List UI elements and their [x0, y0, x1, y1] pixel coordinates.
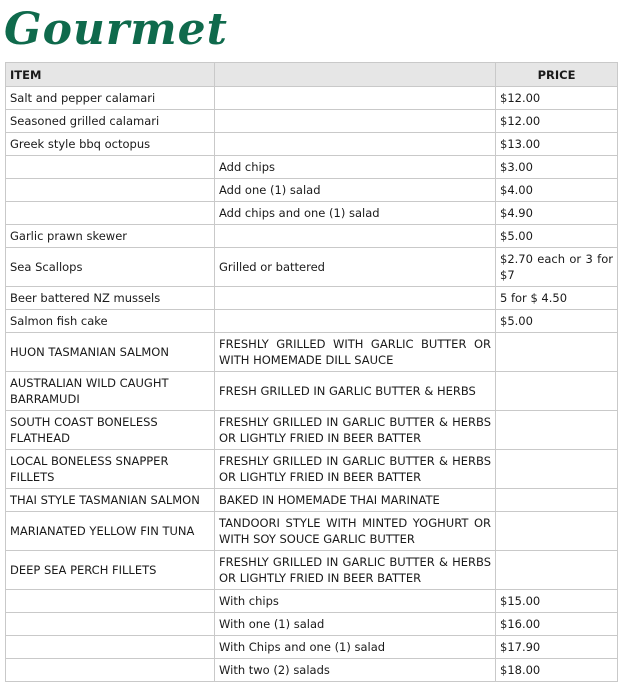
- price-cell: $2.70 each or 3 for $7: [496, 248, 618, 287]
- description-cell: Grilled or battered: [215, 248, 496, 287]
- table-row: [6, 156, 618, 179]
- table-row: [6, 179, 618, 202]
- item-cell: [6, 590, 215, 613]
- item-cell: DEEP SEA PERCH FILLETS: [6, 551, 215, 590]
- table-row: [6, 613, 618, 636]
- table-row: [6, 248, 618, 287]
- table-row: [6, 202, 618, 225]
- item-cell: [6, 156, 215, 179]
- item-cell: Beer battered NZ mussels: [6, 287, 215, 310]
- table-header-row: [6, 63, 618, 87]
- description-cell: Add chips and one (1) salad: [215, 202, 496, 225]
- price-cell: $12.00: [496, 87, 618, 110]
- item-cell: Sea Scallops: [6, 248, 215, 287]
- item-cell: THAI STYLE TASMANIAN SALMON: [6, 489, 215, 512]
- table-row: [6, 287, 618, 310]
- item-cell: Garlic prawn skewer: [6, 225, 215, 248]
- item-cell: Seasoned grilled calamari: [6, 110, 215, 133]
- description-cell: With one (1) salad: [215, 613, 496, 636]
- description-cell: [215, 110, 496, 133]
- table-row: [6, 411, 618, 450]
- description-column-header: [215, 63, 496, 87]
- price-cell: [496, 372, 618, 411]
- table-row: [6, 551, 618, 590]
- table-row: [6, 310, 618, 333]
- table-row: [6, 372, 618, 411]
- table-row: [6, 636, 618, 659]
- price-cell: $5.00: [496, 310, 618, 333]
- item-cell: [6, 613, 215, 636]
- item-cell: Greek style bbq octopus: [6, 133, 215, 156]
- price-cell: $4.00: [496, 179, 618, 202]
- description-cell: FRESHLY GRILLED WITH GARLIC BUTTER OR WITH HOMEMADE DILL SAUCE: [215, 333, 496, 372]
- description-cell: FRESHLY GRILLED IN GARLIC BUTTER & HERBS OR LIGHTLY FRIED IN BEER BATTER: [215, 411, 496, 450]
- price-cell: $13.00: [496, 133, 618, 156]
- item-cell: LOCAL BONELESS SNAPPER FILLETS: [6, 450, 215, 489]
- gourmet-logo: Gourmet: [4, 4, 228, 55]
- price-cell: [496, 411, 618, 450]
- item-cell: [6, 202, 215, 225]
- price-cell: [496, 512, 618, 551]
- description-cell: With chips: [215, 590, 496, 613]
- price-cell: [496, 489, 618, 512]
- description-cell: With two (2) salads: [215, 659, 496, 682]
- menu-table: [5, 62, 618, 682]
- item-cell: [6, 659, 215, 682]
- table-row: [6, 110, 618, 133]
- menu-table-body: [6, 87, 618, 682]
- item-cell: Salt and pepper calamari: [6, 87, 215, 110]
- price-cell: $15.00: [496, 590, 618, 613]
- price-cell: $17.90: [496, 636, 618, 659]
- item-cell: AUSTRALIAN WILD CAUGHT BARRAMUDI: [6, 372, 215, 411]
- description-cell: With Chips and one (1) salad: [215, 636, 496, 659]
- price-cell: $16.00: [496, 613, 618, 636]
- price-cell: $18.00: [496, 659, 618, 682]
- item-cell: [6, 179, 215, 202]
- item-cell: HUON TASMANIAN SALMON: [6, 333, 215, 372]
- description-cell: FRESHLY GRILLED IN GARLIC BUTTER & HERBS OR LIGHTLY FRIED IN BEER BATTER: [215, 551, 496, 590]
- description-cell: [215, 287, 496, 310]
- description-cell: [215, 225, 496, 248]
- description-cell: Add one (1) salad: [215, 179, 496, 202]
- description-cell: TANDOORI STYLE WITH MINTED YOGHURT OR WITH SOY SOUCE GARLIC BUTTER: [215, 512, 496, 551]
- price-cell: $3.00: [496, 156, 618, 179]
- item-cell: [6, 636, 215, 659]
- item-cell: MARIANATED YELLOW FIN TUNA: [6, 512, 215, 551]
- table-row: [6, 133, 618, 156]
- description-cell: FRESH GRILLED IN GARLIC BUTTER & HERBS: [215, 372, 496, 411]
- description-cell: FRESHLY GRILLED IN GARLIC BUTTER & HERBS OR LIGHTLY FRIED IN BEER BATTER: [215, 450, 496, 489]
- description-cell: [215, 310, 496, 333]
- item-cell: SOUTH COAST BONELESS FLATHEAD: [6, 411, 215, 450]
- table-row: [6, 659, 618, 682]
- table-row: [6, 333, 618, 372]
- price-cell: $12.00: [496, 110, 618, 133]
- price-cell: [496, 333, 618, 372]
- table-row: [6, 489, 618, 512]
- table-row: [6, 225, 618, 248]
- price-cell: [496, 450, 618, 489]
- price-cell: $4.90: [496, 202, 618, 225]
- description-cell: Add chips: [215, 156, 496, 179]
- table-row: [6, 590, 618, 613]
- table-row: [6, 87, 618, 110]
- price-column-header: PRICE: [496, 63, 618, 87]
- description-cell: [215, 133, 496, 156]
- description-cell: BAKED IN HOMEMADE THAI MARINATE: [215, 489, 496, 512]
- description-cell: [215, 87, 496, 110]
- item-cell: Salmon fish cake: [6, 310, 215, 333]
- item-column-header: ITEM: [6, 63, 215, 87]
- price-cell: [496, 551, 618, 590]
- table-row: [6, 512, 618, 551]
- price-cell: $5.00: [496, 225, 618, 248]
- price-cell: 5 for $ 4.50: [496, 287, 618, 310]
- table-row: [6, 450, 618, 489]
